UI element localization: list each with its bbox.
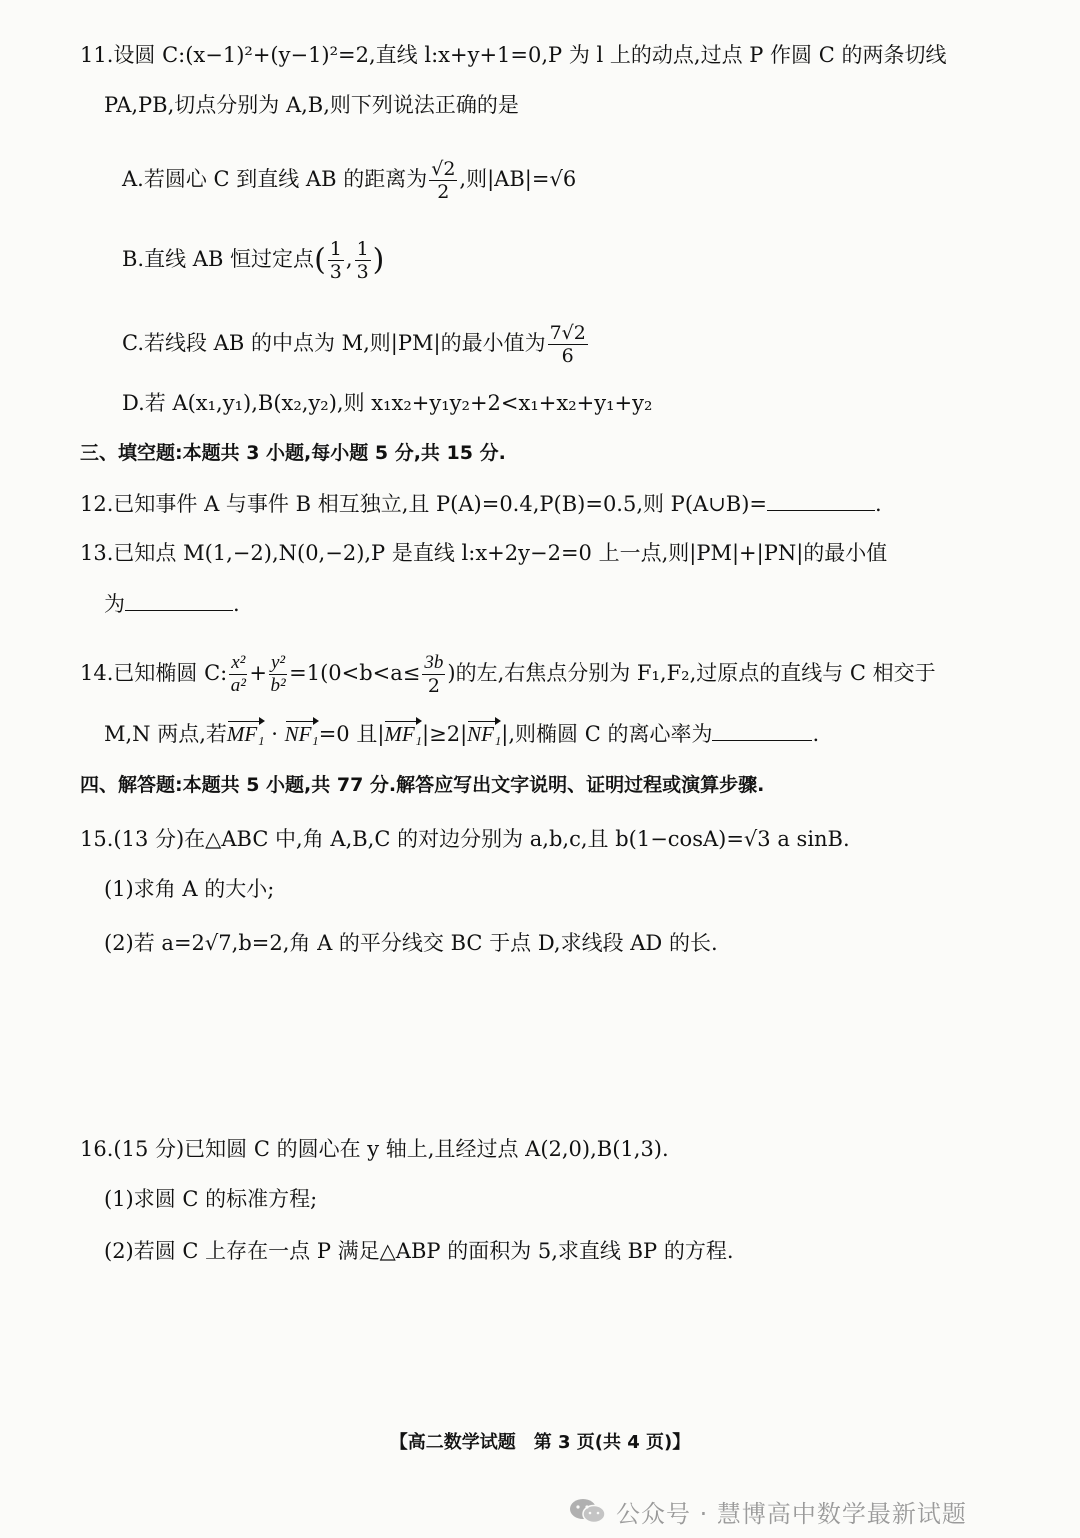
q15-part2: (2)若 a=2√7,b=2,角 A 的平分线交 BC 于点 D,求线段 AD 的长. [104, 931, 718, 955]
q12-answer-blank [767, 488, 875, 511]
q11-option-d: D.若 A(x₁,y₁),B(x₂,y₂),则 x₁x₂+y₁y₂+2<x₁+x₂+y₁+y₂ [122, 391, 653, 415]
q16-part1: (1)求圆 C 的标准方程; [104, 1187, 318, 1211]
q14-answer-blank [712, 718, 812, 741]
section-4-heading: 四、解答题:本题共 5 小题,共 77 分.解答应写出文字说明、证明过程或演算步骤. [80, 774, 765, 796]
section-3-heading: 三、填空题:本题共 3 小题,每小题 5 分,共 15 分. [80, 442, 506, 464]
q11-option-a [122, 158, 576, 203]
q15-part1: (1)求角 A 的大小; [104, 877, 275, 901]
wechat-icon [568, 1496, 608, 1526]
q14-line2: M,N 两点,若MF₁ · NF₁=0 且|MF₁|≥2|NF₁|,则椭圆 C 的离心率为 . [104, 718, 819, 749]
q13-answer-blank [125, 588, 233, 611]
q11-option-a-fraction: $\frac{√2}{2}$ [431, 158, 456, 203]
q15-stem: 15.(13 分)在△ABC 中,角 A,B,C 的对边分别为 a,b,c,且 b(1−cosA)=√3 a sinB. [80, 827, 850, 851]
q11-stem-line1: 11.设圆 C:(x−1)²+(y−1)²=2,直线 l:x+y+1=0,P 为 l 上的动点,过点 P 作圆 C 的两条切线 [80, 43, 947, 67]
q11-option-b: B.直线 AB 恒过定点( $\frac{1}{3}$ , $\frac{1}{3}$ ) [122, 238, 385, 283]
watermark-text: 公众号 · 慧博高中数学最新试题 [616, 1500, 967, 1528]
q11-option-a-text: A.若圆心 C 到直线 AB 的距离为 [122, 167, 428, 191]
q16-part2: (2)若圆 C 上存在一点 P 满足△ABP 的面积为 5,求直线 BP 的方程. [104, 1239, 734, 1263]
q13-line2: 为 . [104, 588, 240, 619]
page-footer: 【高二数学试题 第 3 页(共 4 页)】 [389, 1432, 691, 1453]
q14-line1: 14.已知椭圆 C: $\frac{\text{x²}}{\text{a²}}$ + $\frac{\text{y²}}{\text{b²}}$ =1(0<b<a≤ $\frac{3b}{2}$ )的左,右焦点分别为 F₁,F₂,过原点的直线与 C 相交于 [80, 652, 936, 697]
q12: 12.已知事件 A 与事件 B 相互独立,且 P(A)=0.4,P(B)=0.5,则 P(A∪B)= . [80, 488, 882, 519]
q13-line1: 13.已知点 M(1,−2),N(0,−2),P 是直线 l:x+2y−2=0 上一点,则|PM|+|PN|的最小值 [80, 541, 888, 565]
q11-option-c: C.若线段 AB 的中点为 M,则|PM|的最小值为 $\frac{7√2}{6}$ [122, 322, 586, 367]
q16-stem: 16.(15 分)已知圆 C 的圆心在 y 轴上,且经过点 A(2,0),B(1,3). [80, 1137, 669, 1161]
q11-stem-line2: PA,PB,切点分别为 A,B,则下列说法正确的是 [104, 93, 519, 117]
q11-option-a-tail: ,则|AB|=√6 [459, 167, 577, 191]
wechat-watermark [568, 1492, 1068, 1532]
vector-mf1: MF₁ [227, 719, 265, 749]
vector-nf1: NF₁ [285, 719, 319, 749]
